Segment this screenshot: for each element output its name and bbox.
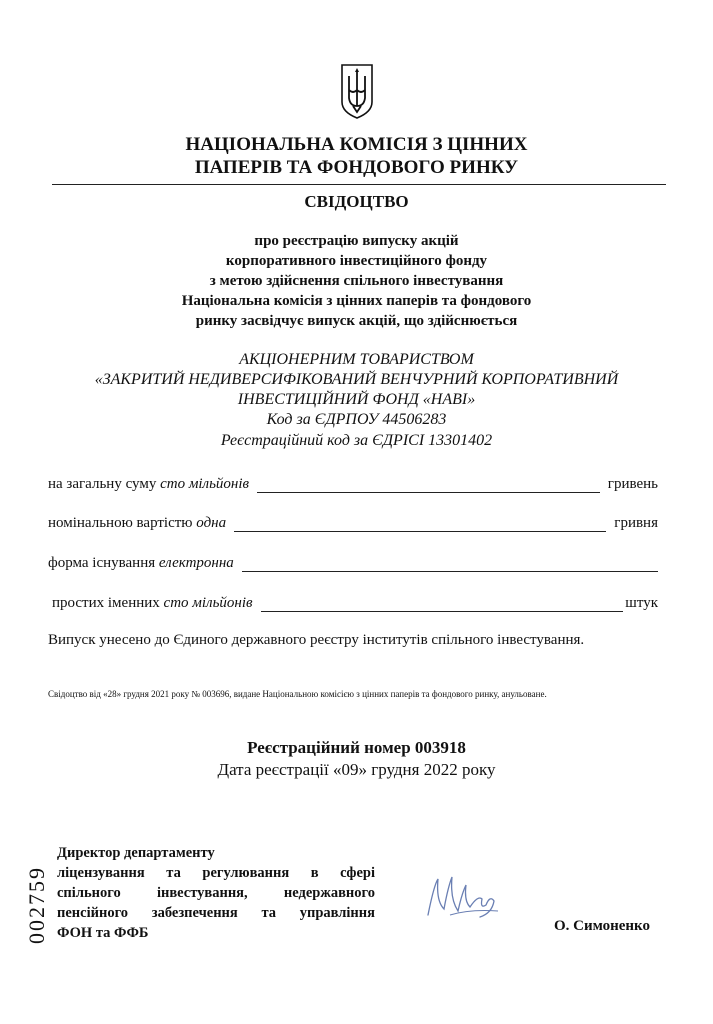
total-unit: гривень [607,476,658,492]
registration-number: Реєстраційний номер 003918 [247,738,466,757]
total-label: на загальну суму [48,476,157,492]
purpose-line-2: корпоративного інвестиційного фонду [225,253,488,269]
fill-line [234,516,606,532]
form-row [48,552,658,572]
purpose-line-5: ринку засвідчує випуск акцій, що здійснюється [195,313,518,329]
fill-line [261,596,624,612]
position-line-3: спільного інвестування, недержавного [57,885,375,901]
shares-label: простих іменних [52,595,160,611]
purpose-line-1: про реєстрацію випуску акцій [254,233,459,249]
org-title-line-1: НАЦІОНАЛЬНА КОМІСІЯ З ЦІННИХ [185,134,528,155]
serial-number-stamp [14,848,54,948]
serial-number: 002759 [24,866,49,944]
nominal-unit: гривня [614,515,658,531]
issuer-line-3: ІНВЕСТИЦІЙНИЙ ФОНД «НАВІ» [237,391,476,408]
handwritten-signature [420,865,510,925]
nominal-label: номінальною вартістю [48,515,193,531]
issuer-line-1: АКЦІОНЕРНИМ ТОВАРИСТВОМ [239,351,474,368]
certificate-title: СВІДОЦТВО [304,192,409,211]
position-line-5: ФОН та ФФБ [57,925,149,941]
shares-value: сто мільйонів [163,595,253,611]
fill-line [257,477,600,493]
trident-emblem-icon [339,62,375,120]
registration-date: Дата реєстрації «09» грудня 2022 року [217,760,496,779]
purpose-line-4: Національна комісія з цінних паперів та фондового [181,293,532,309]
position-line-4: пенсійного забезпечення та управління [57,905,375,921]
annulment-note: Свідоцтво від «28» грудня 2021 року № 003696, видане Національною комісією з цінних паперів та фондового ринку, анульоване. [48,689,547,699]
form-label: форма існування [48,555,156,571]
edrisi-code: Реєстраційний код за ЄДРІСІ 13301402 [220,432,493,449]
registry-note: Випуск унесено до Єдиного державного реєстру інститутів спільного інвестування. [48,632,585,648]
total-value: сто мільйонів [160,476,250,492]
signatory-position [57,843,375,943]
shares-unit: штук [625,595,658,611]
shares-row [52,592,658,612]
fill-line [242,556,658,572]
position-line-2: ліцензування та регулювання в сфері [57,865,375,881]
purpose-line-3: з метою здійснення спільного інвестування [209,273,504,289]
total-amount-row [48,473,658,493]
nominal-value: одна [196,515,227,531]
issuer-line-2: «ЗАКРИТИЙ НЕДИВЕРСИФІКОВАНИЙ ВЕНЧУРНИЙ КОРПОРАТИВНИЙ [94,371,619,388]
position-line-1: Директор департаменту [57,845,215,861]
signatory-name: О. Симоненко [553,918,650,934]
header-divider [52,184,666,185]
nominal-value-row [48,512,658,532]
form-value: електронна [158,555,234,571]
org-title-line-2: ПАПЕРІВ ТА ФОНДОВОГО РИНКУ [194,157,519,178]
edrpou-code: Код за ЄДРПОУ 44506283 [266,411,447,428]
